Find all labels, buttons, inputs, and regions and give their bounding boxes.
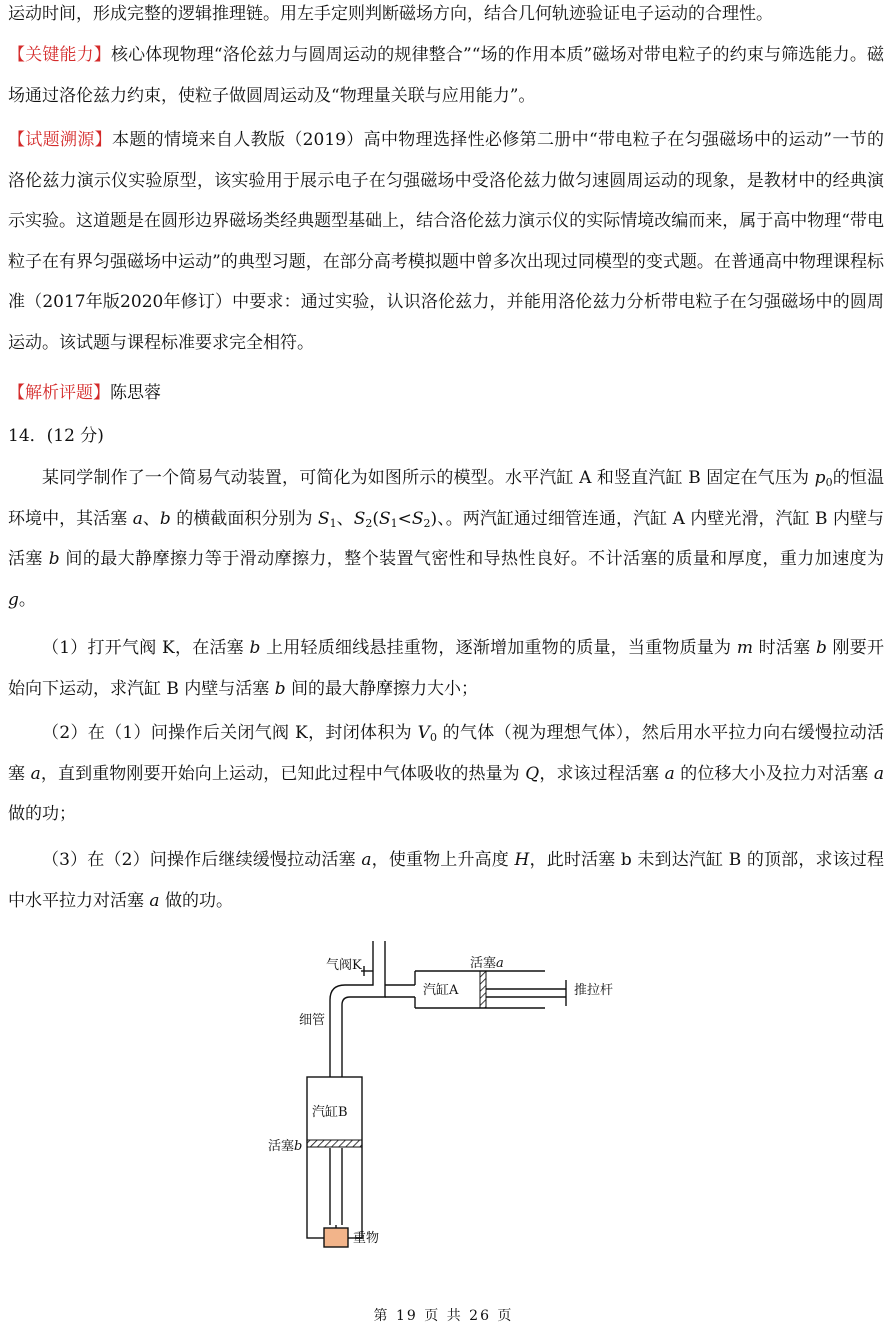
source-text: 本题的情境来自人教版（2019）高中物理选择性必修第二册中“带电粒子在匀强磁场中的运动”一节的洛伦兹力演示仪实验原型，该实验用于展示电子在匀强磁场中受洛伦兹力做匀速圆周运动的现象，是教材中的经典演示实验。这道题是在圆形边界磁场类经典题型基础上，结合洛伦兹力演示仪的实际情境改编而来，属于高中物理“带电粒子在有界匀强磁场中运动”的典型习题，在部分高考模拟题中曾多次出现过同模型的变式题。在普通高中物理课程标准（2017年版2020年修订）中要求：通过实验，认识洛伦兹力，并能用洛伦兹力分析带电粒子在匀强磁场中的圆周运动。该试题与课程标准要求完全相符。 (8, 130, 885, 353)
source-tag: 【试题溯源】 (8, 130, 113, 150)
review-author: 陈思蓉 (110, 383, 161, 403)
page-footer: 第 19 页 共 26 页 (373, 1308, 514, 1324)
piston-b-label: 活塞b (268, 1139, 303, 1154)
piston-b (307, 1140, 362, 1147)
question-intro: 某同学制作了一个简易气动装置，可简化为如图所示的模型。水平汽缸 A 和竖直汽缸 B 固定在气压为 $p_0$的恒温环境中，其活塞 a、b 的横截面积分别为 $S_1$、$S_2(S_1<S_2)$、。两汽缸通过细管连通，汽缸 A 内壁光滑，汽缸 B 内壁与活塞 b 间的最大静摩擦力等于滑动摩擦力，整个装置气密性和导热性良好。不计活塞的质量和厚度，重力加速度为 g。 (8, 468, 885, 610)
key-ability-text: 核心体现物理“洛伦兹力与圆周运动的规律整合”“场的作用本质”磁场对带电粒子的约束与筛选能力。磁场通过洛伦兹力约束，使粒子做圆周运动及“物理量关联与应用能力”。 (8, 45, 884, 106)
paragraph-continuation: 运动时间，形成完整的逻辑推理链。用左手定则判断磁场方向，结合几何轨迹验证电子运动的合理性。 (8, 4, 773, 24)
weight-label: 重物 (353, 1231, 380, 1246)
question-part-1: （1）打开气阀 K，在活塞 b 上用轻质细线悬挂重物，逐渐增加重物的质量，当重物质量为 m 时活塞 b 刚要开始向下运动，求汽缸 B 内壁与活塞 b 间的最大静摩擦力大小； (8, 638, 885, 699)
cylinder-a-label: 汽缸A (423, 983, 459, 998)
weight-block (324, 1228, 348, 1247)
tube-label: 细管 (299, 1013, 326, 1028)
question-part-3: （3）在（2）问操作后继续缓慢拉动活塞 a，使重物上升高度 H，此时活塞 b 未到达汽缸 B 的顶部，求该过程中水平拉力对活塞 a 做的功。 (8, 850, 884, 911)
rod-label: 推拉杆 (574, 983, 614, 998)
cylinder-b-body (307, 1077, 362, 1238)
question-header: 14．(12 分) (8, 426, 104, 446)
piston-a-label: 活塞a (470, 956, 504, 971)
cylinder-b-label: 汽缸B (312, 1105, 348, 1120)
key-ability-tag: 【关键能力】 (8, 45, 111, 65)
piston-a (480, 971, 486, 1008)
question-part-2: （2）在（1）问操作后关闭气阀 K，封闭体积为 $V_0$ 的气体（视为理想气体），然后用水平拉力向右缓慢拉动活塞 a，直到重物刚要开始向上运动，已知此过程中气体吸收的热量为 Q，求该过程活塞 a 的位移大小及拉力对活塞 a 做的功； (8, 723, 885, 824)
review-tag: 【解析评题】 (8, 383, 110, 403)
valve-k-label: 气阀K (326, 958, 362, 973)
